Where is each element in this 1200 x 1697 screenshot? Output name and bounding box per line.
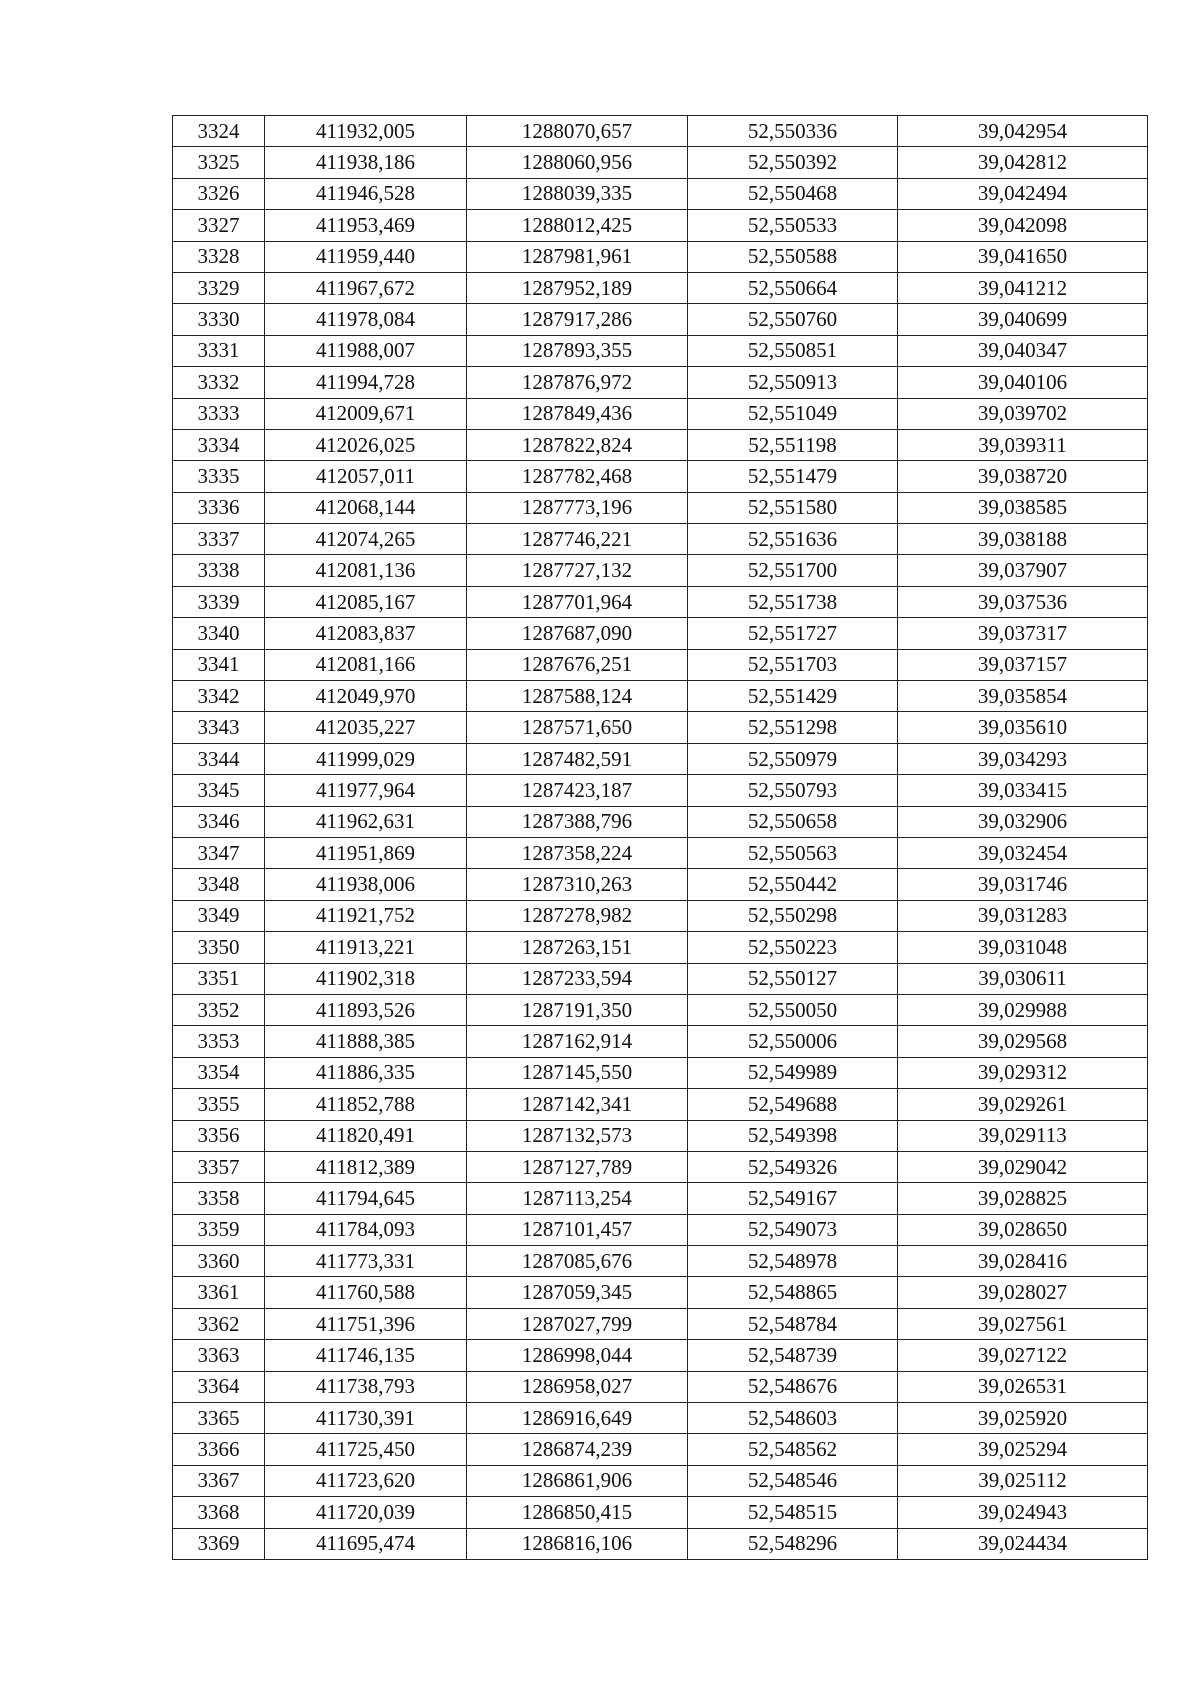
- table-row: [173, 1434, 1148, 1465]
- point-number-cell: 3340: [173, 618, 265, 649]
- latitude-cell: 52,550298: [688, 900, 898, 931]
- x-coordinate-cell: 412026,025: [265, 429, 467, 460]
- latitude-cell: 52,548978: [688, 1246, 898, 1277]
- y-coordinate-cell: 1287142,341: [467, 1089, 688, 1120]
- latitude-cell: 52,551738: [688, 586, 898, 617]
- point-number-cell: 3361: [173, 1277, 265, 1308]
- x-coordinate-cell: 411820,491: [265, 1120, 467, 1151]
- x-coordinate-cell: 412083,837: [265, 618, 467, 649]
- y-coordinate-cell: 1287127,789: [467, 1151, 688, 1182]
- table-row: [173, 743, 1148, 774]
- y-coordinate-cell: 1288039,335: [467, 178, 688, 209]
- point-number-cell: 3328: [173, 241, 265, 272]
- point-number-cell: 3351: [173, 963, 265, 994]
- longitude-cell: 39,041212: [898, 272, 1148, 303]
- y-coordinate-cell: 1287358,224: [467, 837, 688, 868]
- table-row: [173, 775, 1148, 806]
- latitude-cell: 52,548515: [688, 1497, 898, 1528]
- point-number-cell: 3326: [173, 178, 265, 209]
- latitude-cell: 52,550468: [688, 178, 898, 209]
- latitude-cell: 52,550223: [688, 932, 898, 963]
- table-row: [173, 241, 1148, 272]
- table-row: [173, 994, 1148, 1025]
- table-row: [173, 555, 1148, 586]
- y-coordinate-cell: 1287773,196: [467, 492, 688, 523]
- latitude-cell: 52,551049: [688, 398, 898, 429]
- y-coordinate-cell: 1286816,106: [467, 1528, 688, 1559]
- point-number-cell: 3355: [173, 1089, 265, 1120]
- point-number-cell: 3343: [173, 712, 265, 743]
- point-number-cell: 3327: [173, 210, 265, 241]
- y-coordinate-cell: 1287027,799: [467, 1308, 688, 1339]
- longitude-cell: 39,037157: [898, 649, 1148, 680]
- longitude-cell: 39,026531: [898, 1371, 1148, 1402]
- y-coordinate-cell: 1287191,350: [467, 994, 688, 1025]
- point-number-cell: 3368: [173, 1497, 265, 1528]
- point-number-cell: 3347: [173, 837, 265, 868]
- x-coordinate-cell: 411938,186: [265, 147, 467, 178]
- table-row: [173, 1089, 1148, 1120]
- x-coordinate-cell: 411760,588: [265, 1277, 467, 1308]
- latitude-cell: 52,550979: [688, 743, 898, 774]
- latitude-cell: 52,548784: [688, 1308, 898, 1339]
- latitude-cell: 52,548739: [688, 1340, 898, 1371]
- y-coordinate-cell: 1287113,254: [467, 1183, 688, 1214]
- latitude-cell: 52,550442: [688, 869, 898, 900]
- point-number-cell: 3353: [173, 1026, 265, 1057]
- latitude-cell: 52,550851: [688, 335, 898, 366]
- x-coordinate-cell: 411852,788: [265, 1089, 467, 1120]
- x-coordinate-cell: 411978,084: [265, 304, 467, 335]
- x-coordinate-cell: 411932,005: [265, 116, 467, 147]
- x-coordinate-cell: 411723,620: [265, 1465, 467, 1496]
- x-coordinate-cell: 411959,440: [265, 241, 467, 272]
- latitude-cell: 52,550563: [688, 837, 898, 868]
- x-coordinate-cell: 411725,450: [265, 1434, 467, 1465]
- x-coordinate-cell: 411893,526: [265, 994, 467, 1025]
- longitude-cell: 39,039702: [898, 398, 1148, 429]
- longitude-cell: 39,040106: [898, 367, 1148, 398]
- longitude-cell: 39,038720: [898, 461, 1148, 492]
- table-row: [173, 398, 1148, 429]
- longitude-cell: 39,031283: [898, 900, 1148, 931]
- longitude-cell: 39,037536: [898, 586, 1148, 617]
- latitude-cell: 52,550760: [688, 304, 898, 335]
- longitude-cell: 39,035610: [898, 712, 1148, 743]
- y-coordinate-cell: 1287701,964: [467, 586, 688, 617]
- point-number-cell: 3337: [173, 524, 265, 555]
- point-number-cell: 3331: [173, 335, 265, 366]
- longitude-cell: 39,042098: [898, 210, 1148, 241]
- y-coordinate-cell: 1287085,676: [467, 1246, 688, 1277]
- point-number-cell: 3341: [173, 649, 265, 680]
- y-coordinate-cell: 1287727,132: [467, 555, 688, 586]
- x-coordinate-cell: 411812,389: [265, 1151, 467, 1182]
- table-row: [173, 210, 1148, 241]
- longitude-cell: 39,028027: [898, 1277, 1148, 1308]
- latitude-cell: 52,550006: [688, 1026, 898, 1057]
- latitude-cell: 52,548296: [688, 1528, 898, 1559]
- point-number-cell: 3365: [173, 1403, 265, 1434]
- y-coordinate-cell: 1287822,824: [467, 429, 688, 460]
- x-coordinate-cell: 412057,011: [265, 461, 467, 492]
- y-coordinate-cell: 1287263,151: [467, 932, 688, 963]
- x-coordinate-cell: 412074,265: [265, 524, 467, 555]
- longitude-cell: 39,027122: [898, 1340, 1148, 1371]
- longitude-cell: 39,033415: [898, 775, 1148, 806]
- longitude-cell: 39,029042: [898, 1151, 1148, 1182]
- x-coordinate-cell: 411946,528: [265, 178, 467, 209]
- latitude-cell: 52,549167: [688, 1183, 898, 1214]
- x-coordinate-cell: 412009,671: [265, 398, 467, 429]
- x-coordinate-cell: 411695,474: [265, 1528, 467, 1559]
- point-number-cell: 3352: [173, 994, 265, 1025]
- longitude-cell: 39,028650: [898, 1214, 1148, 1245]
- longitude-cell: 39,041650: [898, 241, 1148, 272]
- latitude-cell: 52,548562: [688, 1434, 898, 1465]
- table-row: [173, 272, 1148, 303]
- x-coordinate-cell: 411886,335: [265, 1057, 467, 1088]
- table-row: [173, 900, 1148, 931]
- y-coordinate-cell: 1287145,550: [467, 1057, 688, 1088]
- table-row: [173, 1465, 1148, 1496]
- y-coordinate-cell: 1287876,972: [467, 367, 688, 398]
- x-coordinate-cell: 412085,167: [265, 586, 467, 617]
- longitude-cell: 39,025920: [898, 1403, 1148, 1434]
- x-coordinate-cell: 411967,672: [265, 272, 467, 303]
- y-coordinate-cell: 1288070,657: [467, 116, 688, 147]
- longitude-cell: 39,030611: [898, 963, 1148, 994]
- latitude-cell: 52,551429: [688, 681, 898, 712]
- x-coordinate-cell: 411746,135: [265, 1340, 467, 1371]
- table-row: [173, 1528, 1148, 1559]
- point-number-cell: 3357: [173, 1151, 265, 1182]
- point-number-cell: 3332: [173, 367, 265, 398]
- table-row: [173, 1308, 1148, 1339]
- y-coordinate-cell: 1286850,415: [467, 1497, 688, 1528]
- point-number-cell: 3354: [173, 1057, 265, 1088]
- latitude-cell: 52,551298: [688, 712, 898, 743]
- x-coordinate-cell: 411977,964: [265, 775, 467, 806]
- table-row: [173, 367, 1148, 398]
- longitude-cell: 39,027561: [898, 1308, 1148, 1339]
- latitude-cell: 52,551700: [688, 555, 898, 586]
- point-number-cell: 3359: [173, 1214, 265, 1245]
- latitude-cell: 52,549326: [688, 1151, 898, 1182]
- point-number-cell: 3349: [173, 900, 265, 931]
- x-coordinate-cell: 412035,227: [265, 712, 467, 743]
- x-coordinate-cell: 412049,970: [265, 681, 467, 712]
- longitude-cell: 39,034293: [898, 743, 1148, 774]
- x-coordinate-cell: 411953,469: [265, 210, 467, 241]
- longitude-cell: 39,025294: [898, 1434, 1148, 1465]
- latitude-cell: 52,550588: [688, 241, 898, 272]
- y-coordinate-cell: 1287588,124: [467, 681, 688, 712]
- table-row: [173, 1403, 1148, 1434]
- point-number-cell: 3348: [173, 869, 265, 900]
- x-coordinate-cell: 411738,793: [265, 1371, 467, 1402]
- longitude-cell: 39,024434: [898, 1528, 1148, 1559]
- longitude-cell: 39,025112: [898, 1465, 1148, 1496]
- longitude-cell: 39,024943: [898, 1497, 1148, 1528]
- table-row: [173, 1057, 1148, 1088]
- y-coordinate-cell: 1286916,649: [467, 1403, 688, 1434]
- y-coordinate-cell: 1286874,239: [467, 1434, 688, 1465]
- table-row: [173, 116, 1148, 147]
- longitude-cell: 39,040347: [898, 335, 1148, 366]
- table-row: [173, 712, 1148, 743]
- point-number-cell: 3339: [173, 586, 265, 617]
- table-row: [173, 304, 1148, 335]
- x-coordinate-cell: 411951,869: [265, 837, 467, 868]
- point-number-cell: 3342: [173, 681, 265, 712]
- latitude-cell: 52,550127: [688, 963, 898, 994]
- y-coordinate-cell: 1287893,355: [467, 335, 688, 366]
- longitude-cell: 39,028825: [898, 1183, 1148, 1214]
- longitude-cell: 39,031746: [898, 869, 1148, 900]
- x-coordinate-cell: 411921,752: [265, 900, 467, 931]
- y-coordinate-cell: 1287162,914: [467, 1026, 688, 1057]
- latitude-cell: 52,550658: [688, 806, 898, 837]
- latitude-cell: 52,551727: [688, 618, 898, 649]
- point-number-cell: 3346: [173, 806, 265, 837]
- x-coordinate-cell: 412081,136: [265, 555, 467, 586]
- longitude-cell: 39,032906: [898, 806, 1148, 837]
- x-coordinate-cell: 411794,645: [265, 1183, 467, 1214]
- longitude-cell: 39,038188: [898, 524, 1148, 555]
- y-coordinate-cell: 1287687,090: [467, 618, 688, 649]
- x-coordinate-cell: 411962,631: [265, 806, 467, 837]
- latitude-cell: 52,548546: [688, 1465, 898, 1496]
- longitude-cell: 39,037907: [898, 555, 1148, 586]
- table-row: [173, 618, 1148, 649]
- y-coordinate-cell: 1287101,457: [467, 1214, 688, 1245]
- point-number-cell: 3338: [173, 555, 265, 586]
- point-number-cell: 3363: [173, 1340, 265, 1371]
- y-coordinate-cell: 1287676,251: [467, 649, 688, 680]
- table-row: [173, 806, 1148, 837]
- table-row: [173, 1151, 1148, 1182]
- latitude-cell: 52,550664: [688, 272, 898, 303]
- x-coordinate-cell: 412068,144: [265, 492, 467, 523]
- y-coordinate-cell: 1287423,187: [467, 775, 688, 806]
- y-coordinate-cell: 1287388,796: [467, 806, 688, 837]
- longitude-cell: 39,037317: [898, 618, 1148, 649]
- longitude-cell: 39,029312: [898, 1057, 1148, 1088]
- point-number-cell: 3333: [173, 398, 265, 429]
- point-number-cell: 3369: [173, 1528, 265, 1559]
- table-row: [173, 963, 1148, 994]
- table-row: [173, 837, 1148, 868]
- point-number-cell: 3344: [173, 743, 265, 774]
- table-row: [173, 649, 1148, 680]
- x-coordinate-cell: 411988,007: [265, 335, 467, 366]
- table-row: [173, 586, 1148, 617]
- point-number-cell: 3336: [173, 492, 265, 523]
- point-number-cell: 3356: [173, 1120, 265, 1151]
- latitude-cell: 52,549688: [688, 1089, 898, 1120]
- latitude-cell: 52,550392: [688, 147, 898, 178]
- table-row: [173, 1340, 1148, 1371]
- x-coordinate-cell: 411784,093: [265, 1214, 467, 1245]
- latitude-cell: 52,551703: [688, 649, 898, 680]
- latitude-cell: 52,548865: [688, 1277, 898, 1308]
- y-coordinate-cell: 1286958,027: [467, 1371, 688, 1402]
- longitude-cell: 39,031048: [898, 932, 1148, 963]
- point-number-cell: 3358: [173, 1183, 265, 1214]
- table-row: [173, 1497, 1148, 1528]
- x-coordinate-cell: 411888,385: [265, 1026, 467, 1057]
- latitude-cell: 52,550913: [688, 367, 898, 398]
- point-number-cell: 3325: [173, 147, 265, 178]
- latitude-cell: 52,549989: [688, 1057, 898, 1088]
- y-coordinate-cell: 1286861,906: [467, 1465, 688, 1496]
- latitude-cell: 52,550793: [688, 775, 898, 806]
- longitude-cell: 39,042954: [898, 116, 1148, 147]
- longitude-cell: 39,029261: [898, 1089, 1148, 1120]
- x-coordinate-cell: 411751,396: [265, 1308, 467, 1339]
- point-number-cell: 3366: [173, 1434, 265, 1465]
- longitude-cell: 39,038585: [898, 492, 1148, 523]
- table-row: [173, 1246, 1148, 1277]
- x-coordinate-cell: 412081,166: [265, 649, 467, 680]
- table-row: [173, 1214, 1148, 1245]
- y-coordinate-cell: 1287310,263: [467, 869, 688, 900]
- x-coordinate-cell: 411730,391: [265, 1403, 467, 1434]
- point-number-cell: 3335: [173, 461, 265, 492]
- point-number-cell: 3345: [173, 775, 265, 806]
- x-coordinate-cell: 411994,728: [265, 367, 467, 398]
- x-coordinate-cell: 411913,221: [265, 932, 467, 963]
- latitude-cell: 52,548603: [688, 1403, 898, 1434]
- longitude-cell: 39,042812: [898, 147, 1148, 178]
- point-number-cell: 3329: [173, 272, 265, 303]
- y-coordinate-cell: 1287746,221: [467, 524, 688, 555]
- y-coordinate-cell: 1287981,961: [467, 241, 688, 272]
- point-number-cell: 3362: [173, 1308, 265, 1339]
- table-row: [173, 1026, 1148, 1057]
- table-row: [173, 492, 1148, 523]
- latitude-cell: 52,549073: [688, 1214, 898, 1245]
- y-coordinate-cell: 1287849,436: [467, 398, 688, 429]
- y-coordinate-cell: 1288012,425: [467, 210, 688, 241]
- latitude-cell: 52,550533: [688, 210, 898, 241]
- table-row: [173, 429, 1148, 460]
- table-row: [173, 461, 1148, 492]
- point-number-cell: 3350: [173, 932, 265, 963]
- longitude-cell: 39,029113: [898, 1120, 1148, 1151]
- y-coordinate-cell: 1287233,594: [467, 963, 688, 994]
- point-number-cell: 3364: [173, 1371, 265, 1402]
- y-coordinate-cell: 1287571,650: [467, 712, 688, 743]
- table-row: [173, 178, 1148, 209]
- y-coordinate-cell: 1287782,468: [467, 461, 688, 492]
- y-coordinate-cell: 1286998,044: [467, 1340, 688, 1371]
- table-row: [173, 932, 1148, 963]
- x-coordinate-cell: 411773,331: [265, 1246, 467, 1277]
- latitude-cell: 52,550050: [688, 994, 898, 1025]
- table-row: [173, 681, 1148, 712]
- table-row: [173, 1120, 1148, 1151]
- x-coordinate-cell: 411999,029: [265, 743, 467, 774]
- x-coordinate-cell: 411902,318: [265, 963, 467, 994]
- x-coordinate-cell: 411938,006: [265, 869, 467, 900]
- y-coordinate-cell: 1287278,982: [467, 900, 688, 931]
- longitude-cell: 39,029988: [898, 994, 1148, 1025]
- point-number-cell: 3367: [173, 1465, 265, 1496]
- point-number-cell: 3324: [173, 116, 265, 147]
- latitude-cell: 52,551580: [688, 492, 898, 523]
- y-coordinate-cell: 1287132,573: [467, 1120, 688, 1151]
- table-row: [173, 1183, 1148, 1214]
- longitude-cell: 39,028416: [898, 1246, 1148, 1277]
- table-row: [173, 1277, 1148, 1308]
- y-coordinate-cell: 1287952,189: [467, 272, 688, 303]
- y-coordinate-cell: 1287482,591: [467, 743, 688, 774]
- latitude-cell: 52,550336: [688, 116, 898, 147]
- table-row: [173, 147, 1148, 178]
- table-row: [173, 1371, 1148, 1402]
- latitude-cell: 52,551479: [688, 461, 898, 492]
- point-number-cell: 3360: [173, 1246, 265, 1277]
- longitude-cell: 39,039311: [898, 429, 1148, 460]
- point-number-cell: 3334: [173, 429, 265, 460]
- longitude-cell: 39,035854: [898, 681, 1148, 712]
- table-row: [173, 869, 1148, 900]
- y-coordinate-cell: 1287917,286: [467, 304, 688, 335]
- x-coordinate-cell: 411720,039: [265, 1497, 467, 1528]
- longitude-cell: 39,029568: [898, 1026, 1148, 1057]
- latitude-cell: 52,548676: [688, 1371, 898, 1402]
- longitude-cell: 39,040699: [898, 304, 1148, 335]
- y-coordinate-cell: 1287059,345: [467, 1277, 688, 1308]
- table-row: [173, 524, 1148, 555]
- coordinate-table: [172, 115, 1148, 1560]
- point-number-cell: 3330: [173, 304, 265, 335]
- longitude-cell: 39,042494: [898, 178, 1148, 209]
- latitude-cell: 52,549398: [688, 1120, 898, 1151]
- latitude-cell: 52,551636: [688, 524, 898, 555]
- coordinate-table-body: [173, 116, 1148, 1560]
- y-coordinate-cell: 1288060,956: [467, 147, 688, 178]
- latitude-cell: 52,551198: [688, 429, 898, 460]
- table-row: [173, 335, 1148, 366]
- longitude-cell: 39,032454: [898, 837, 1148, 868]
